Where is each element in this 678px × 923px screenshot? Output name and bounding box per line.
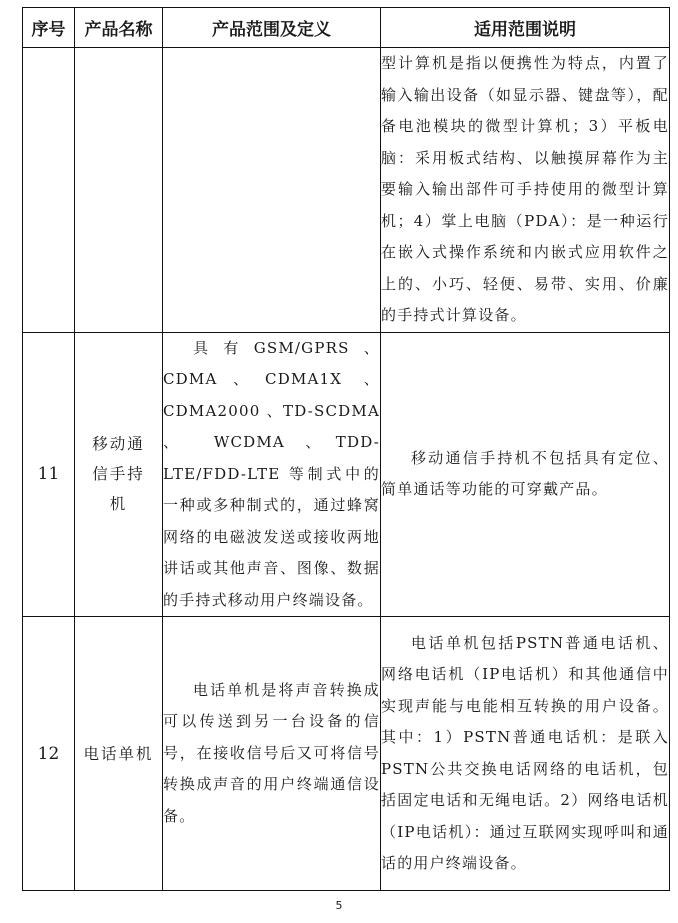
row-product-name — [75, 332, 163, 617]
row-definition — [163, 48, 381, 333]
row-number: 12 — [23, 617, 75, 891]
product-scope-table — [22, 7, 670, 891]
row-scope — [381, 332, 670, 617]
product-name-text: 移动通信手持机 — [92, 435, 145, 514]
table-row — [23, 617, 670, 891]
row-product-name — [75, 48, 163, 333]
row-definition — [163, 332, 381, 617]
header-serial-number: 序号 — [23, 8, 75, 48]
scope-text: 型计算机是指以便携性为特点，内置了输入输出设备（如显示器、键盘等），配备电池模块的微型计算机；3）平板电脑：采用板式结构、以触摸屏幕作为主要输入输出部件可手持使用的微型计算机；4）掌上电脑（PDA）：是一种运行在嵌入式操作系统和内嵌式应用软件之上的、小巧、轻便、易带、实用、价廉的手持式计算设备。 — [381, 54, 669, 324]
table-row — [23, 48, 670, 333]
scope-text: 移动通信手持机不包括具有定位、简单通话等功能的可穿戴产品。 — [381, 448, 669, 499]
row-number: 11 — [23, 332, 75, 617]
header-scope-description: 适用范围说明 — [381, 8, 670, 48]
header-product-definition: 产品范围及定义 — [163, 8, 381, 48]
definition-text: 电话单机是将声音转换成可以传送到另一台设备的信号，在接收信号后又可将信号转换成声音的用户终端通信设备。 — [163, 680, 380, 825]
page-number: 5 — [335, 899, 343, 912]
scope-text: 电话单机包括PSTN普通电话机、网络电话机（IP电话机）和其他通信中实现声能与电能相互转换的用户设备。其中：1）PSTN普通电话机：是联入PSTN公共交换电话网络的电话机，包括固定电话和无绳电话。2）网络电话机（IP电话机）：通过互联网实现呼叫和通话的用户终端设备。 — [381, 633, 669, 872]
row-scope — [381, 617, 670, 891]
table-header-row — [23, 8, 670, 48]
row-number — [23, 48, 75, 333]
header-product-name: 产品名称 — [75, 8, 163, 48]
row-scope — [381, 48, 670, 333]
definition-text: 具有GSM/GPRS、CDMA、CDMA1X 、 CDMA2000 、TD-SCDMA 、 WCDMA 、TDD-LTE/FDD-LTE 等制式中的一种或多种制式的，通过蜂窝网络的电磁波发送或接收两地讲话或其他声音、图像、数据的手持式移动用户终端设备。 — [163, 338, 380, 609]
row-definition — [163, 617, 381, 891]
row-product-name: 电话单机 — [75, 617, 163, 891]
table-row — [23, 332, 670, 617]
